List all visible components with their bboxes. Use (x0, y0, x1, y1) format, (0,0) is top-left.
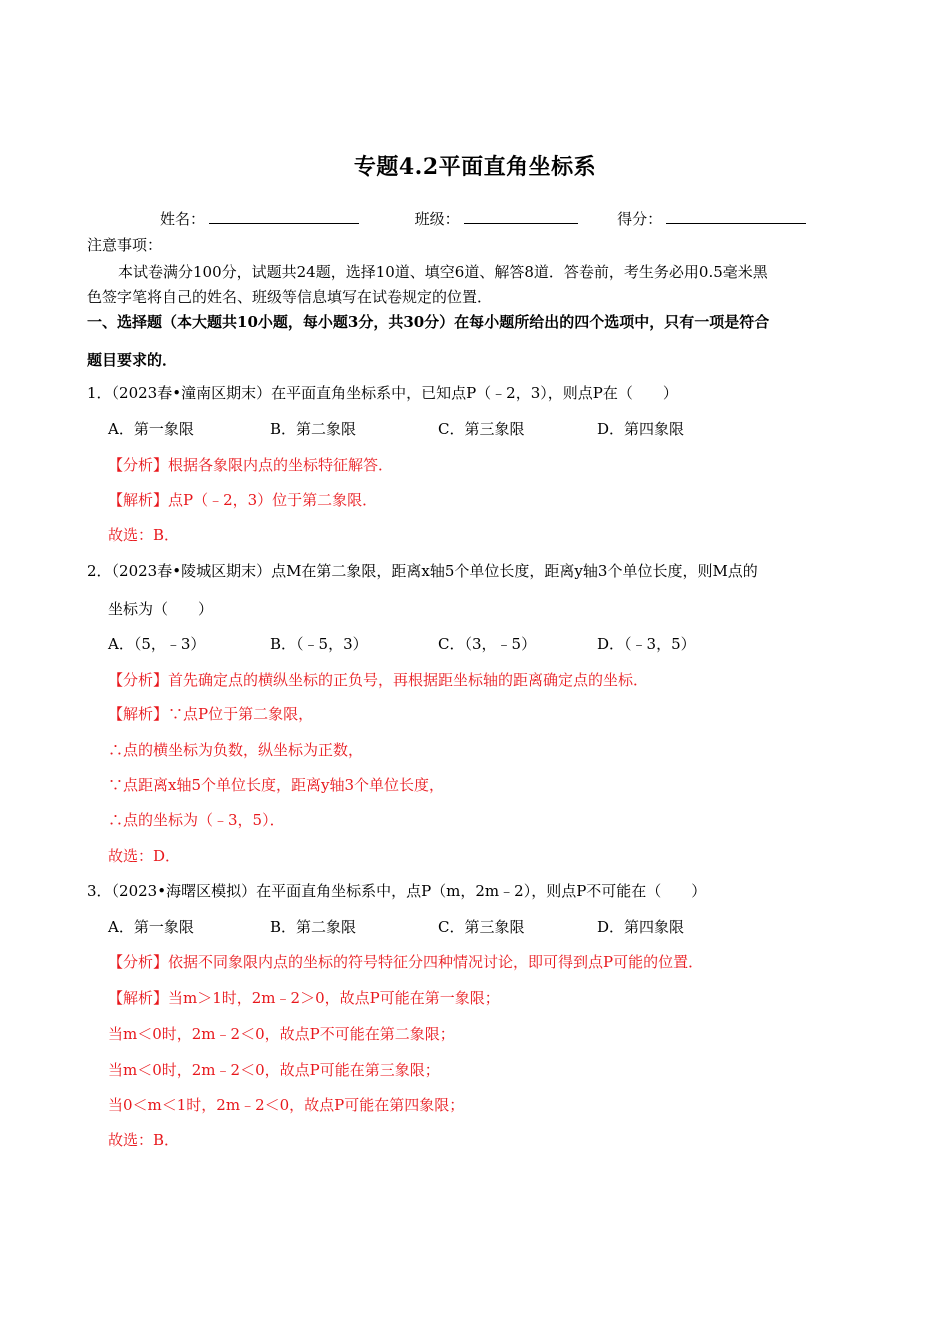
name-blank[interactable] (209, 209, 359, 224)
student-info-row (160, 208, 810, 229)
q1-answer: 故选：B． (108, 526, 180, 544)
q2-option-b: B．（﹣5，3） (270, 635, 368, 653)
q3-answer: 故选：B． (108, 1131, 180, 1149)
class-blank[interactable] (464, 209, 578, 224)
q1-stem: 1．（2023春•潼南区期末）在平面直角坐标系中，已知点P（﹣2，3），则点P在（ ） (87, 384, 678, 402)
q3-solution-line-3: 当m＜0时，2m﹣2＜0，故点P可能在第三象限； (108, 1061, 440, 1079)
q2-solution-line-4: ∴点的坐标为（﹣3，5）． (108, 811, 285, 829)
q2-solution-line-3: ∵点距离x轴5个单位长度，距离y轴3个单位长度， (108, 776, 445, 794)
section-heading-line-1: 一、选择题（本大题共10小题，每小题3分，共30分）在每小题所给出的四个选项中，只有一项是符合 (87, 313, 770, 331)
q3-stem: 3．（2023•海曙区模拟）在平面直角坐标系中，点P（m，2m﹣2），则点P不可能在（ ） (87, 882, 707, 900)
q2-option-c: C．（3，﹣5） (438, 635, 537, 653)
q1-option-b: B．第二象限 (270, 420, 357, 438)
q2-option-d: D．（﹣3，5） (597, 635, 696, 653)
name-label: 姓名： (160, 210, 206, 228)
q2-option-a: A．（5，﹣3） (108, 635, 206, 653)
q3-solution-line-1: 【解析】当m＞1时，2m﹣2＞0，故点P可能在第一象限； (108, 989, 500, 1007)
q2-answer: 故选：D． (108, 847, 181, 865)
q3-option-d: D．第四象限 (597, 918, 685, 936)
q2-solution-line-1: 【解析】∵点P位于第二象限， (108, 705, 314, 723)
q3-analysis: 【分析】依据不同象限内点的坐标的符号特征分四种情况讨论，即可得到点P可能的位置． (108, 953, 704, 971)
class-label: 班级： (414, 210, 460, 228)
section-heading-line-2: 题目要求的． (87, 351, 178, 369)
notice-line-1: 本试卷满分100分，试题共24题，选择10道、填空6道、解答8道．答卷前，考生务必用0.5毫米黑 (118, 263, 768, 281)
q1-option-c: C．第三象限 (438, 420, 525, 438)
q1-option-d: D．第四象限 (597, 420, 685, 438)
score-blank[interactable] (666, 209, 806, 224)
q1-option-a: A．第一象限 (108, 420, 194, 438)
notice-heading: 注意事项： (87, 236, 163, 254)
notice-line-2: 色签字笔将自己的姓名、班级等信息填写在试卷规定的位置． (87, 288, 493, 306)
q1-solution: 【解析】点P（﹣2，3）位于第二象限． (108, 491, 378, 509)
score-label: 得分： (617, 210, 663, 228)
q3-solution-line-4: 当0＜m＜1时，2m﹣2＜0，故点P可能在第四象限； (108, 1096, 465, 1114)
q2-analysis: 【分析】首先确定点的横纵坐标的正负号，再根据距坐标轴的距离确定点的坐标． (108, 671, 649, 689)
q3-option-b: B．第二象限 (270, 918, 357, 936)
q2-solution-line-2: ∴点的横坐标为负数，纵坐标为正数， (108, 741, 364, 759)
page-title: 专题4.2平面直角坐标系 (353, 154, 597, 180)
q1-analysis: 【分析】根据各象限内点的坐标特征解答． (108, 456, 394, 474)
q2-stem-line-2: 坐标为（ ） (108, 600, 214, 618)
q3-option-c: C．第三象限 (438, 918, 525, 936)
q3-solution-line-2: 当m＜0时，2m﹣2＜0，故点P不可能在第二象限； (108, 1025, 455, 1043)
q3-option-a: A．第一象限 (108, 918, 194, 936)
q2-stem-line-1: 2．（2023春•陵城区期末）点M在第二象限，距离x轴5个单位长度，距离y轴3个单位长度，则M点的 (87, 562, 758, 580)
